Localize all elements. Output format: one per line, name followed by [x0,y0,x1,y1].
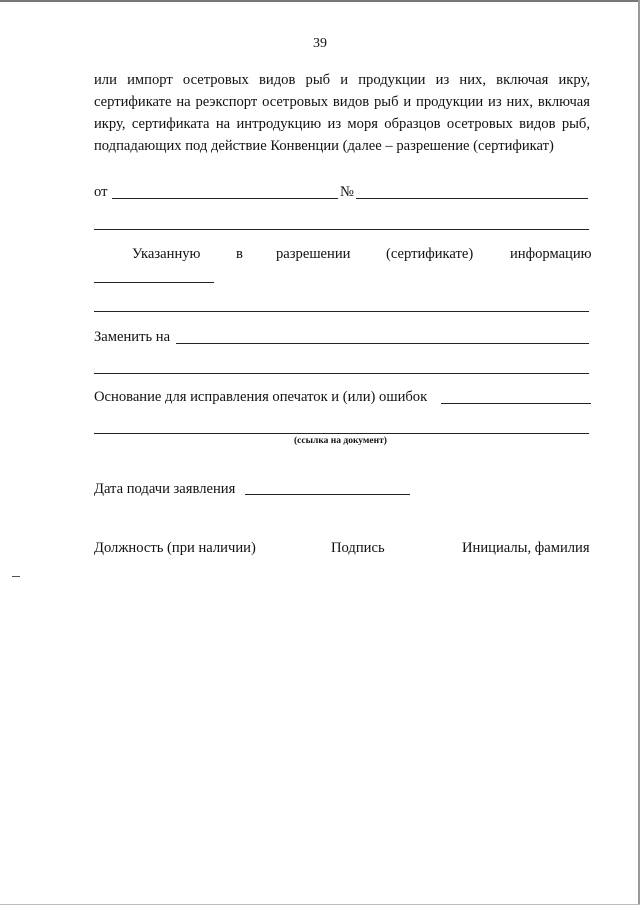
indicated-word: Указанную [132,246,201,262]
number-field[interactable] [356,198,588,199]
name-label: Инициалы, фамилия [462,540,590,556]
page-number: 39 [313,36,327,51]
application-date-label: Дата подачи заявления [94,481,236,497]
doc-ref-caption: (ссылка на документ) [294,436,387,446]
blank-line[interactable] [94,373,589,374]
doc-ref-field[interactable] [94,433,589,434]
scan-mark [12,576,20,577]
replace-field[interactable] [176,343,589,344]
indicated-word: в [236,246,243,262]
blank-line[interactable] [94,229,589,230]
blank-line[interactable] [94,311,589,312]
information-field[interactable] [94,282,214,283]
indicated-word: информацию [510,246,592,262]
replace-label: Заменить на [94,329,171,345]
position-label: Должность (при наличии) [94,540,256,556]
intro-line: подпадающих под действие Конвенции (далее – разрешение (сертификат) [94,138,554,154]
indicated-word: разрешении [276,246,351,262]
intro-paragraph [94,69,590,157]
number-label: № [340,184,354,200]
basis-label: Основание для исправления опечаток и (или) ошибок [94,389,428,405]
signature-label: Подпись [331,540,385,556]
intro-line: сертификате на реэкспорт осетровых видов рыб и продукции из них, включая [94,94,590,110]
page-edge-top [0,0,640,2]
intro-line: икру, сертификата на интродукцию из моря образцов осетровых видов рыб, [94,116,590,132]
intro-line: или импорт осетровых видов рыб и продукции из них, включая икру, [94,72,590,88]
from-label: от [94,184,108,200]
indicated-word: (сертификате) [386,246,474,262]
from-date-field[interactable] [112,198,338,199]
application-date-field[interactable] [245,494,410,495]
basis-field[interactable] [441,403,591,404]
